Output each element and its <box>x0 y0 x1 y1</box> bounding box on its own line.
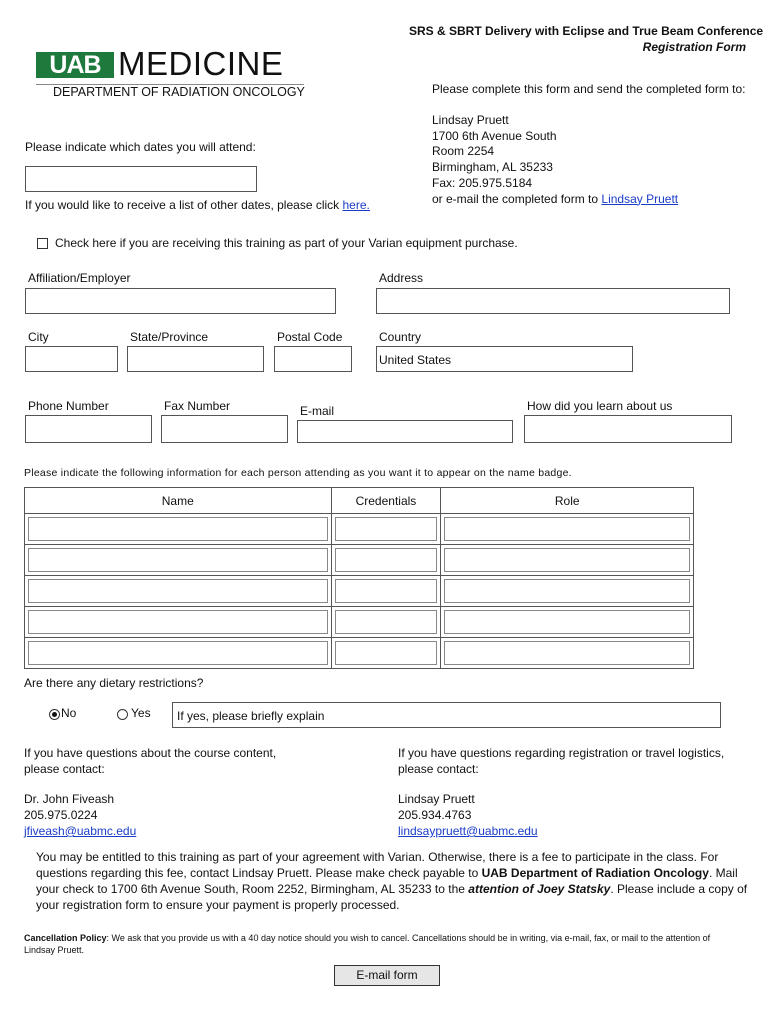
registration-contact-phone: 205.934.4763 <box>398 808 472 822</box>
fee-line <box>36 881 747 897</box>
course-contact-email[interactable]: jfiveash@uabmc.edu <box>24 824 137 838</box>
address-label: Address <box>379 271 424 285</box>
column-header-role: Role <box>441 488 694 514</box>
course-contact-phone: 205.975.0224 <box>24 808 98 822</box>
email-label: E-mail <box>300 404 335 418</box>
phone-input[interactable] <box>25 415 152 443</box>
send-to-line: Fax: 205.975.5184 <box>432 175 533 190</box>
fee-line: your registration form to ensure your payment is properly processed. <box>36 898 400 912</box>
fax-input[interactable] <box>161 415 288 443</box>
dietary-explain-input[interactable] <box>172 702 721 728</box>
varian-checkbox[interactable] <box>37 238 48 249</box>
role-cell <box>441 514 694 545</box>
send-to-line: Room 2254 <box>432 144 495 159</box>
other-dates-text <box>25 198 370 213</box>
name-cell <box>25 638 332 669</box>
logo-medicine-text: MEDICINE <box>118 45 284 82</box>
cancellation-label: Cancellation Policy <box>24 933 107 943</box>
table-row <box>25 514 694 545</box>
send-to-intro: Please complete this form and send the completed form to: <box>432 82 746 96</box>
credentials-input[interactable] <box>335 641 438 665</box>
course-contact-intro: If you have questions about the course content, <box>24 746 277 760</box>
email-input[interactable] <box>297 420 513 443</box>
credentials-input[interactable] <box>335 610 438 634</box>
registration-contact-intro2: please contact: <box>398 762 479 776</box>
cancellation-policy <box>24 932 710 956</box>
credentials-cell <box>331 638 441 669</box>
name-cell <box>25 514 332 545</box>
registration-contact-name: Lindsay Pruett <box>398 792 475 806</box>
dietary-yes-radio[interactable] <box>117 709 128 720</box>
badge-table <box>24 487 694 669</box>
state-label: State/Province <box>130 330 209 344</box>
other-dates-prefix: If you would like to receive a list of other dates, please click <box>25 198 343 212</box>
role-input[interactable] <box>444 517 690 541</box>
fee-line <box>36 865 747 881</box>
credentials-input[interactable] <box>335 579 438 603</box>
other-dates-link[interactable]: here. <box>342 198 370 212</box>
send-to-line: Lindsay Pruett <box>432 113 509 127</box>
affiliation-input[interactable] <box>25 288 336 314</box>
phone-label: Phone Number <box>28 399 109 413</box>
postal-input[interactable] <box>274 346 352 372</box>
registration-contact <box>398 745 724 839</box>
fee-paragraph <box>36 849 747 913</box>
varian-checkbox-label: Check here if you are receiving this training as part of your Varian equipment purchase. <box>55 236 518 250</box>
name-cell <box>25 545 332 576</box>
name-input[interactable] <box>28 641 328 665</box>
registration-contact-intro: If you have questions regarding registration or travel logistics, <box>398 746 725 760</box>
role-input[interactable] <box>444 579 690 603</box>
table-row <box>25 638 694 669</box>
send-to-email-prefix: or e-mail the completed form to <box>432 191 602 206</box>
column-header-name: Name <box>25 488 332 514</box>
fee-text: questions regarding this fee, contact Lindsay Pruett. Please make check payable to <box>36 866 482 880</box>
city-label: City <box>28 330 49 344</box>
dietary-no-radio[interactable] <box>49 709 60 720</box>
name-input[interactable] <box>28 517 328 541</box>
affiliation-label: Affiliation/Employer <box>28 271 131 285</box>
name-cell <box>25 576 332 607</box>
credentials-input[interactable] <box>335 548 438 572</box>
fee-text: . Please include a copy of <box>610 882 748 896</box>
country-label: Country <box>379 330 422 344</box>
dietary-yes-label: Yes <box>131 706 151 720</box>
role-input[interactable] <box>444 548 690 572</box>
fee-attention: attention of Joey Statsky <box>468 882 611 896</box>
email-form-button[interactable]: E-mail form <box>334 965 440 986</box>
name-cell <box>25 607 332 638</box>
badge-intro: Please indicate the following information for each person attending as you want it to appear on the name badge. <box>24 467 572 479</box>
postal-label: Postal Code <box>277 330 343 344</box>
fax-label: Fax Number <box>164 399 231 413</box>
dates-label: Please indicate which dates you will attend: <box>25 140 256 154</box>
role-cell <box>441 576 694 607</box>
form-subtitle: Registration Form <box>642 40 746 54</box>
credentials-cell <box>331 607 441 638</box>
role-cell <box>441 607 694 638</box>
city-input[interactable] <box>25 346 118 372</box>
course-contact-intro2: please contact: <box>24 762 105 776</box>
column-header-credentials: Credentials <box>331 488 441 514</box>
send-to-email-link[interactable]: Lindsay Pruett <box>601 191 679 206</box>
table-row <box>25 576 694 607</box>
address-input[interactable] <box>376 288 730 314</box>
logo-department: DEPARTMENT OF RADIATION ONCOLOGY <box>53 85 305 99</box>
state-input[interactable] <box>127 346 264 372</box>
registration-contact-email[interactable]: lindsaypruett@uabmc.edu <box>398 824 538 838</box>
credentials-input[interactable] <box>335 517 438 541</box>
credentials-cell <box>331 545 441 576</box>
conference-title: SRS & SBRT Delivery with Eclipse and True Beam Conference <box>409 24 764 38</box>
cancellation-text2: Lindsay Pruett. <box>24 945 85 955</box>
table-row <box>25 545 694 576</box>
role-input[interactable] <box>444 610 690 634</box>
fee-text: your check to 1700 6th Avenue South, Room 2252, Birmingham, AL 35233 to the <box>36 882 469 896</box>
credentials-cell <box>331 514 441 545</box>
learn-input[interactable] <box>524 415 732 443</box>
logo-uab-mark: UAB <box>36 52 114 78</box>
dietary-question: Are there any dietary restrictions? <box>24 676 204 690</box>
name-input[interactable] <box>28 579 328 603</box>
dietary-explain-placeholder: If yes, please briefly explain <box>177 709 325 723</box>
fee-line: You may be entitled to this training as part of your agreement with Varian. Otherwise, there is a fee to participate in the class. For <box>36 850 719 864</box>
badge-header-row <box>25 488 694 514</box>
dietary-no-label: No <box>61 706 77 720</box>
send-to-line: 1700 6th Avenue South <box>432 128 557 143</box>
fee-text: . Mail <box>708 866 738 880</box>
role-cell <box>441 545 694 576</box>
credentials-cell <box>331 576 441 607</box>
role-cell <box>441 638 694 669</box>
send-to-address <box>432 113 678 207</box>
role-input[interactable] <box>444 641 690 665</box>
fee-payee: UAB Department of Radiation Oncology <box>481 866 709 880</box>
name-input[interactable] <box>28 610 328 634</box>
learn-label: How did you learn about us <box>527 399 673 413</box>
dates-input[interactable] <box>25 166 257 192</box>
name-input[interactable] <box>28 548 328 572</box>
country-value: United States <box>379 353 452 367</box>
course-contact-name: Dr. John Fiveash <box>24 792 115 806</box>
course-contact <box>24 745 276 839</box>
cancellation-text: : We ask that you provide us with a 40 day notice should you wish to cancel. Cancellations should be in writing, via e-mail, fax, or mail to the attention of <box>106 933 711 943</box>
table-row <box>25 607 694 638</box>
country-input[interactable] <box>376 346 633 372</box>
send-to-line: Birmingham, AL 35233 <box>432 160 553 175</box>
